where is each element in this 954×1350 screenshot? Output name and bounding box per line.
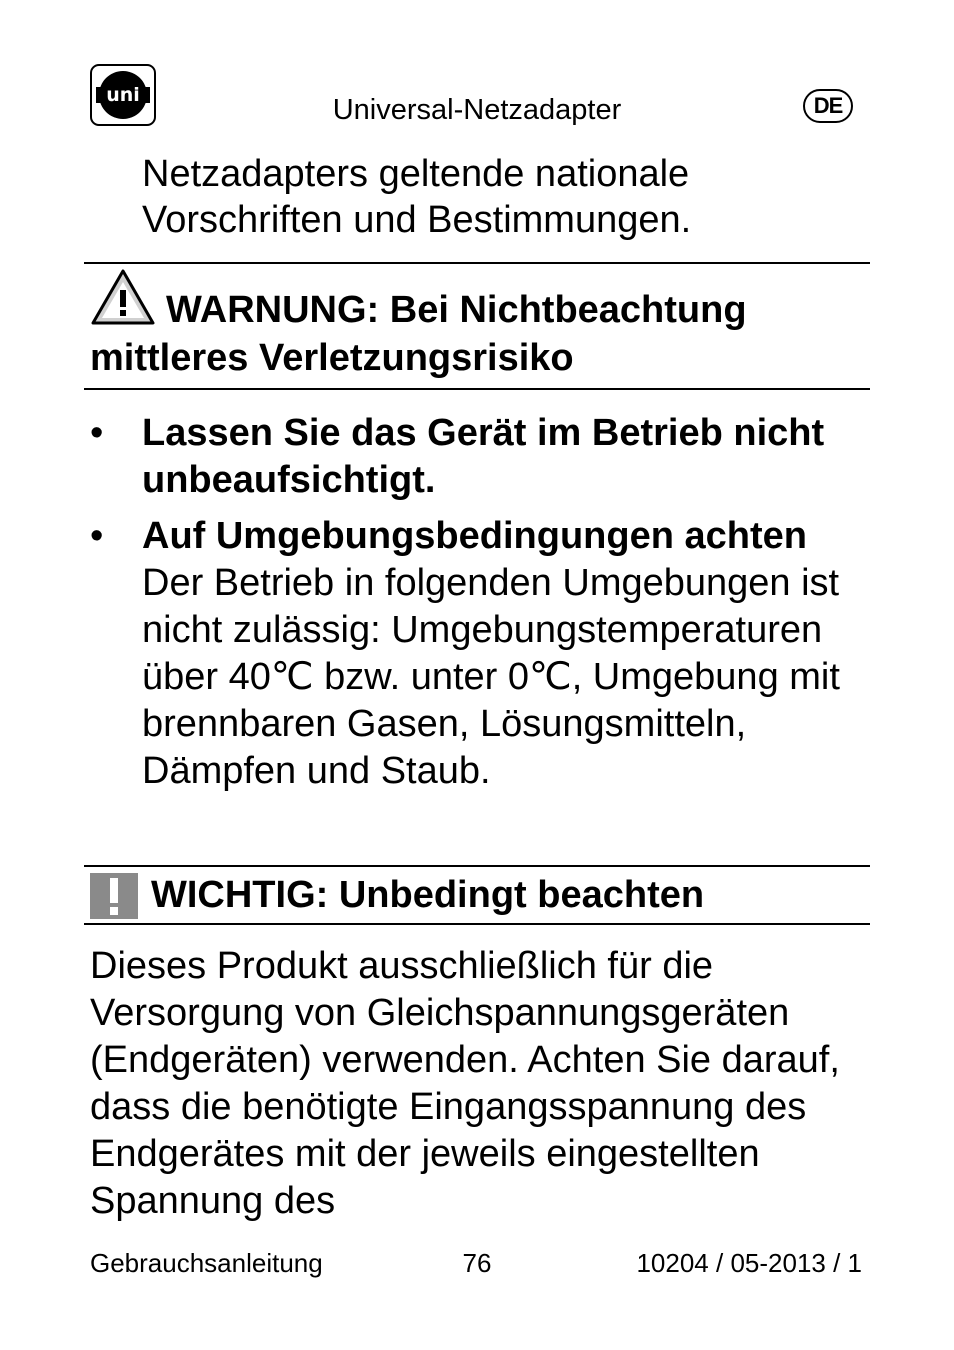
bullet-list <box>90 410 870 795</box>
list-item <box>90 410 870 504</box>
list-item <box>90 513 870 795</box>
divider <box>84 923 870 925</box>
important-heading <box>90 869 870 921</box>
bullet-marker: • <box>90 515 104 557</box>
divider <box>84 865 870 867</box>
intro-paragraph: Netzadapters geltende nationale Vorschriften und Bestimmungen. <box>142 153 692 241</box>
exclamation-box-icon <box>90 873 138 919</box>
logo-text: uni <box>106 84 140 106</box>
footer-document-title: Gebrauchsanleitung <box>90 1248 323 1278</box>
divider <box>84 388 870 390</box>
bullet-heading: Lassen Sie das Gerät im Betrieb nicht unbeaufsichtigt. <box>142 412 825 501</box>
warning-line-2: mittleres Verletzungsrisiko <box>90 337 574 379</box>
warning-triangle-icon <box>90 268 156 326</box>
footer-page-number: 76 <box>462 1248 492 1278</box>
important-label: WICHTIG: Unbedingt beachten <box>151 874 705 916</box>
footer-document-code: 10204 / 05-2013 / 1 <box>636 1248 862 1278</box>
bullet-body: Der Betrieb in folgenden Umgebungen ist nicht zulässig: Umgebungstemperaturen über 40℃ bzw. unter 0℃, Umgebung mit brennbaren Gasen, Lösungsmitteln, Dämpfen und Staub. <box>142 562 840 792</box>
warning-line-1: WARNUNG: Bei Nichtbeachtung <box>166 289 747 331</box>
divider <box>84 262 870 264</box>
warning-heading <box>90 268 870 382</box>
bullet-marker: • <box>90 412 104 454</box>
header-title: Universal-Netzadapter <box>332 94 622 126</box>
language-badge: DE <box>803 89 853 123</box>
body-paragraph: Dieses Produkt ausschließlich für die Versorgung von Gleichspannungsgeräten (Endgeräten) verwenden. Achten Sie darauf, dass die benötigte Eingangsspannung des Endgerätes mit der jeweils eingestellten Spannung des <box>90 945 840 1222</box>
bullet-heading: Auf Umgebungsbedingungen achten <box>142 515 807 557</box>
